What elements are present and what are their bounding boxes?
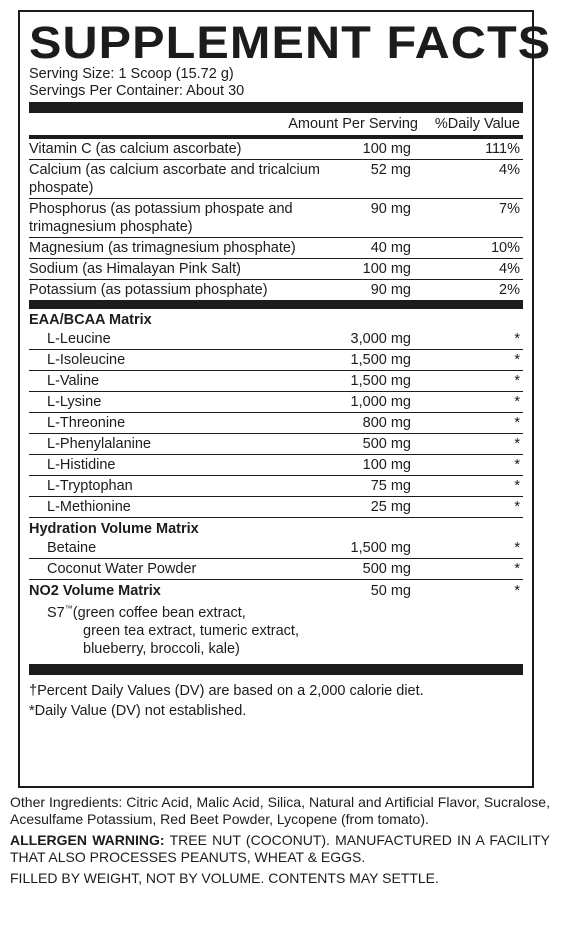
no2-dv: *: [514, 583, 520, 599]
nutrient-name: L-Tryptophan: [47, 478, 133, 494]
hydration-section-title: Hydration Volume Matrix: [29, 521, 199, 537]
nutrient-amount: 100 mg: [362, 457, 411, 473]
nutrient-dv: *: [514, 394, 520, 410]
nutrient-row: [29, 259, 523, 280]
footnotes: [29, 681, 523, 721]
s7-blend: [29, 600, 523, 658]
panel-title: SUPPLEMENT FACTS: [29, 17, 552, 68]
amount-header: Amount Per Serving: [288, 116, 418, 132]
s7-line1: (green coffee bean extract,: [72, 604, 246, 621]
nutrient-row: [29, 413, 523, 434]
nutrient-dv: 111%: [485, 141, 520, 157]
other-ingredients: Other Ingredients: Citric Acid, Malic Acid, Silica, Natural and Artificial Flavor, Sucralose, Acesulfame Potassium, Red Beet Powder, Lycopene (from tomato).: [10, 794, 550, 827]
nutrient-dv: *: [514, 352, 520, 368]
allergen-warning: [10, 832, 550, 866]
nutrient-dv: *: [514, 478, 520, 494]
no2-title: NO2 Volume Matrix: [29, 583, 161, 599]
nutrient-name: L-Methionine: [47, 499, 131, 515]
nutrient-name: Potassium (as potassium phosphate): [29, 282, 268, 298]
nutrient-amount: 1,500 mg: [350, 540, 411, 556]
nutrient-amount: 90 mg: [370, 282, 411, 298]
nutrient-amount: 800 mg: [362, 415, 411, 431]
s7-name: S7: [47, 604, 65, 621]
nutrient-dv: *: [514, 499, 520, 515]
s7-trademark: ™: [64, 604, 73, 613]
servings-per-container: Servings Per Container: About 30: [29, 83, 245, 99]
serving-size: Serving Size: 1 Scoop (15.72 g): [29, 66, 234, 82]
nutrient-row: [29, 238, 523, 259]
s7-line3: blueberry, broccoli, kale): [83, 640, 240, 657]
nutrient-row: [29, 538, 523, 559]
nutrient-row: [29, 199, 523, 238]
nutrient-dv: 4%: [499, 162, 520, 178]
nutrient-row: [29, 434, 523, 455]
nutrient-row: [29, 160, 523, 199]
nutrient-name: L-Lysine: [47, 394, 102, 410]
allergen-label: ALLERGEN WARNING:: [10, 832, 165, 848]
nutrient-dv: *: [514, 457, 520, 473]
nutrient-dv: 7%: [499, 201, 520, 217]
nutrient-amount: 25 mg: [370, 499, 411, 515]
nutrient-name: Coconut Water Powder: [47, 561, 197, 577]
nutrient-name: L-Histidine: [47, 457, 116, 473]
s7-line2: green tea extract, tumeric extract,: [83, 622, 299, 639]
nutrient-row: [29, 371, 523, 392]
hydration-list: [29, 538, 523, 580]
nutrient-row: [29, 455, 523, 476]
nutrient-row: [29, 329, 523, 350]
nutrient-dv: *: [514, 415, 520, 431]
dv-header: %Daily Value: [434, 116, 520, 132]
nutrient-dv: 2%: [499, 282, 520, 298]
nutrient-dv: *: [514, 561, 520, 577]
nutrient-name: L-Leucine: [47, 331, 111, 347]
nutrient-name: L-Isoleucine: [47, 352, 126, 368]
supplement-facts-panel: [18, 10, 552, 788]
no2-section-title: [29, 580, 523, 600]
nutrient-name: L-Valine: [47, 373, 100, 389]
nutrient-dv: 10%: [490, 240, 520, 256]
nutrient-row: [29, 139, 523, 160]
nutrient-name: L-Phenylalanine: [47, 436, 151, 452]
nutrient-dv: *: [514, 373, 520, 389]
nutrient-amount: 500 mg: [362, 561, 411, 577]
eaa-section-title: EAA/BCAA Matrix: [29, 312, 152, 328]
nutrient-amount: 90 mg: [370, 201, 411, 217]
nutrient-name: Calcium (as calcium ascorbate and tricalcium phospate): [29, 162, 320, 196]
nutrient-dv: *: [514, 540, 520, 556]
label-bottom-text: [10, 794, 550, 891]
nutrient-amount: 1,000 mg: [350, 394, 411, 410]
divider-thick: [29, 102, 523, 113]
vitamin-list: [29, 139, 523, 300]
nutrient-amount: 40 mg: [370, 240, 411, 256]
nutrient-amount: 100 mg: [362, 141, 411, 157]
nutrient-row: [29, 497, 523, 518]
nutrient-dv: *: [514, 331, 520, 347]
fill-note: FILLED BY WEIGHT, NOT BY VOLUME. CONTENTS MAY SETTLE.: [10, 870, 439, 886]
divider-thick: [29, 664, 523, 675]
nutrient-amount: 52 mg: [370, 162, 411, 178]
nutrient-row: [29, 392, 523, 413]
nutrient-amount: 1,500 mg: [350, 352, 411, 368]
nutrient-name: Magnesium (as trimagnesium phosphate): [29, 240, 296, 256]
footnote-not-established: *Daily Value (DV) not established.: [29, 702, 247, 719]
eaa-list: [29, 329, 523, 518]
nutrient-amount: 3,000 mg: [350, 331, 411, 347]
nutrient-amount: 500 mg: [362, 436, 411, 452]
nutrient-amount: 75 mg: [370, 478, 411, 494]
nutrient-name: Phosphorus (as potassium phospate and trimagnesium phosphate): [29, 201, 293, 235]
nutrient-row: [29, 280, 523, 300]
nutrient-row: [29, 559, 523, 580]
nutrient-row: [29, 350, 523, 371]
nutrient-dv: 4%: [499, 261, 520, 277]
nutrient-amount: 100 mg: [362, 261, 411, 277]
nutrient-row: [29, 476, 523, 497]
nutrient-dv: *: [514, 436, 520, 452]
nutrient-name: L-Threonine: [47, 415, 126, 431]
divider-thick: [29, 300, 523, 309]
allergen-text: TREE NUT (COCONUT). MANUFACTURED IN A FACILITY THAT ALSO PROCESSES PEANUTS, WHEAT & EGGS.: [10, 832, 551, 865]
column-header: [29, 113, 523, 135]
nutrient-name: Vitamin C (as calcium ascorbate): [29, 141, 242, 157]
nutrient-name: Sodium (as Himalayan Pink Salt): [29, 261, 241, 277]
nutrient-name: Betaine: [47, 540, 97, 556]
footnote-dv: †Percent Daily Values (DV) are based on a 2,000 calorie diet.: [29, 682, 424, 699]
nutrient-amount: 1,500 mg: [350, 373, 411, 389]
no2-amount: 50 mg: [370, 583, 411, 599]
